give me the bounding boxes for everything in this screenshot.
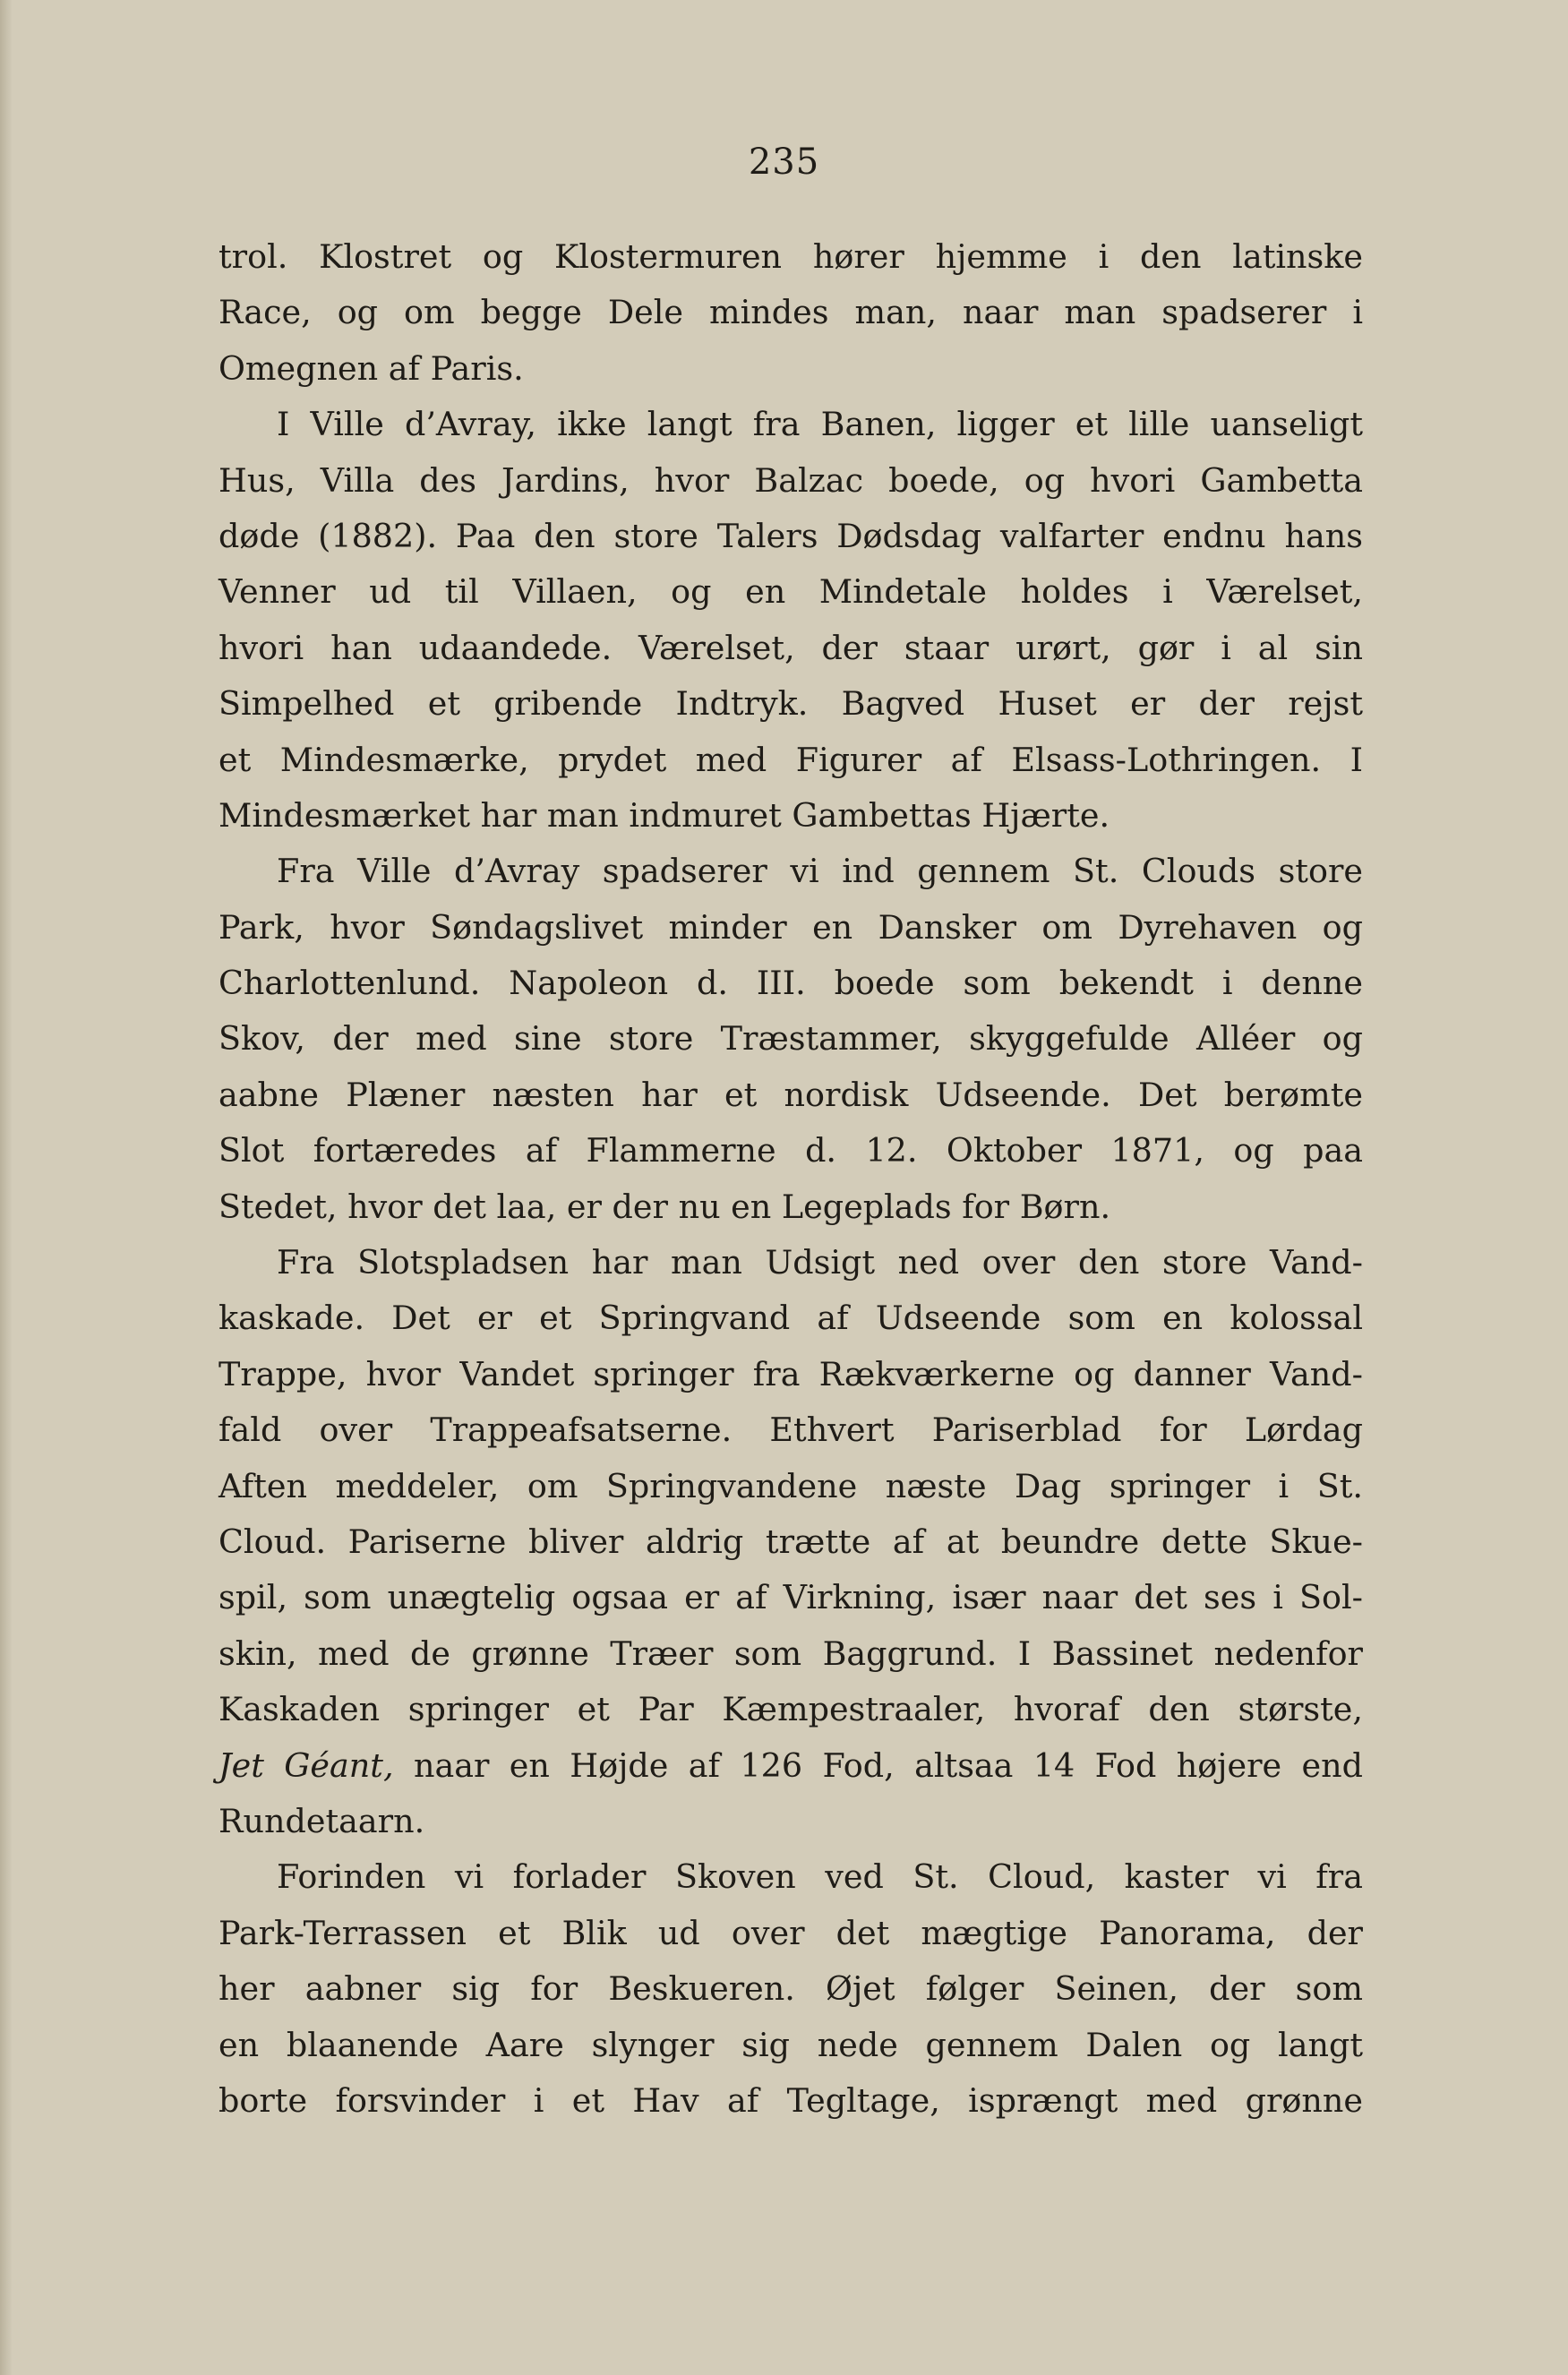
body-text xyxy=(218,229,1363,2129)
text-line: Fra Slotspladsen har man Udsigt ned over den store Vand- xyxy=(277,1243,1363,1282)
text-line: Venner ud til Villaen, og en Mindetale holdes i Værelset, xyxy=(218,572,1363,612)
text-line: Park-Terrassen et Blik ud over det mægtige Panorama, der xyxy=(218,1913,1363,1952)
text-line: Charlottenlund. Napoleon d. III. boede som bekendt i denne xyxy=(218,964,1363,1003)
text-line: hvori han udaandede. Værelset, der staar urørt, gør i al sin xyxy=(218,628,1363,667)
text-line: Kaskaden springer et Par Kæmpestraaler, hvoraf den største, xyxy=(218,1690,1363,1729)
text-line: en blaanende Aare slynger sig nede gennem Dalen og langt xyxy=(218,2025,1363,2064)
text-line: aabne Plæner næsten har et nordisk Udseende. Det berømte xyxy=(218,1075,1363,1114)
text-line: Forinden vi forlader Skoven ved St. Cloud, kaster vi fra xyxy=(277,1857,1363,1897)
text-line: borte forsvinder i et Hav af Tegltage, isprængt med grønne xyxy=(218,2080,1363,2120)
text-line: Jet Géant, naar en Højde af 126 Fod, altsaa 14 Fod højere end xyxy=(218,1745,1363,1785)
text-line: Trappe, hvor Vandet springer fra Rækværkerne og danner Vand- xyxy=(218,1354,1363,1393)
text-line: kaskade. Det er et Springvand af Udseende som en kolossal xyxy=(218,1299,1363,1338)
text-line: et Mindesmærke, prydet med Figurer af Elsass-Lothringen. I xyxy=(218,740,1363,779)
text-line: trol. Klostret og Klostermuren hører hjemme i den latinske xyxy=(218,237,1363,276)
italic-term: Jet Géant, xyxy=(218,1745,394,1785)
text-line: Omegnen af Paris. xyxy=(218,348,524,388)
text-line: Race, og om begge Dele mindes man, naar man spadserer i xyxy=(218,293,1363,332)
text-line: fald over Trappeafsatserne. Ethvert Pariserblad for Lørdag xyxy=(218,1410,1363,1450)
text-line: Cloud. Pariserne bliver aldrig trætte af at beundre dette Skue- xyxy=(218,1522,1363,1561)
page-edge-shadow xyxy=(0,0,13,2375)
text-line: skin, med de grønne Træer som Baggrund. I Bassinet nedenfor xyxy=(218,1633,1363,1673)
text-line: Slot fortæredes af Flammerne d. 12. Oktober 1871, og paa xyxy=(218,1131,1363,1170)
text-line: Simpelhed et gribende Indtryk. Bagved Huset er der rejst xyxy=(218,684,1363,724)
text-line: Park, hvor Søndagslivet minder en Dansker om Dyrehaven og xyxy=(218,907,1363,947)
text-line: Rundetaarn. xyxy=(218,1801,425,1840)
text-line: spil, som unægtelig ogsaa er af Virkning, især naar det ses i Sol- xyxy=(218,1578,1363,1617)
text-line: Hus, Villa des Jardins, hvor Balzac boede, og hvori Gambetta xyxy=(218,460,1363,500)
text-line: her aabner sig for Beskueren. Øjet følger Seinen, der som xyxy=(218,1969,1363,2009)
text-line: Mindesmærket har man indmuret Gambettas Hjærte. xyxy=(218,795,1110,835)
text-line: Aften meddeler, om Springvandene næste Dag springer i St. xyxy=(218,1466,1363,1505)
page-number: 235 xyxy=(748,141,820,183)
text-line: I Ville d’Avray, ikke langt fra Banen, ligger et lille uanseligt xyxy=(277,405,1363,444)
text-line: Fra Ville d’Avray spadserer vi ind gennem St. Clouds store xyxy=(277,852,1363,891)
text-line: Stedet, hvor det laa, er der nu en Legeplads for Børn. xyxy=(218,1187,1111,1226)
text-line: Skov, der med sine store Træstammer, skyggefulde Alléer og xyxy=(218,1019,1363,1059)
text-line: døde (1882). Paa den store Talers Dødsdag valfarter endnu hans xyxy=(218,516,1363,555)
